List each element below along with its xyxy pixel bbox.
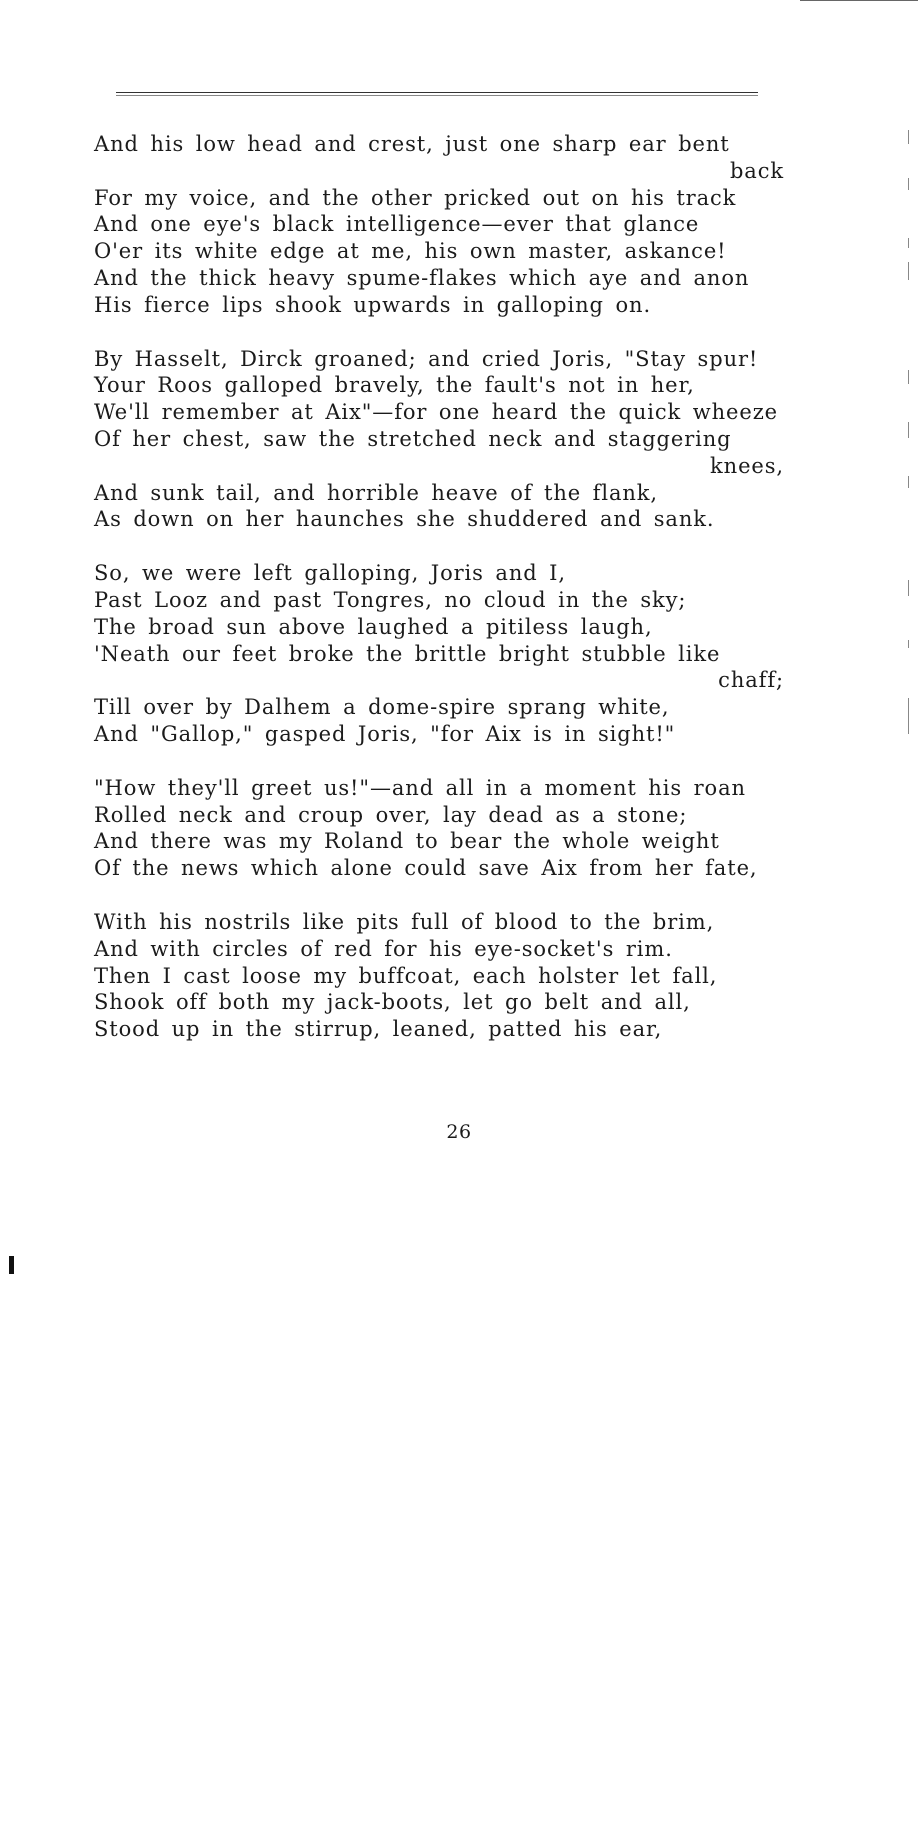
stanza [94, 775, 784, 882]
poem-line: And "Gallop," gasped Joris, "for Aix is in sight!" [94, 721, 676, 746]
poem-line: Past Looz and past Tongres, no cloud in the sky; [94, 587, 687, 612]
poem-line-turnover: chaff; [718, 668, 784, 693]
poem-line: And one eye's black intelligence—ever that glance [94, 212, 700, 237]
poem-line: Rolled neck and croup over, lay dead as a stone; [94, 802, 688, 827]
poem-line: We'll remember at Aix"—for one heard the quick wheeze [94, 400, 778, 425]
stanza [94, 346, 784, 534]
poem-line: "How they'll greet us!"—and all in a moment his roan [94, 775, 746, 800]
poem-line: With his nostrils like pits full of blood to the brim, [94, 909, 715, 934]
poem-line: Of her chest, saw the stretched neck and staggering [94, 426, 732, 451]
poem-line: For my voice, and the other pricked out on his track [94, 185, 737, 210]
stanza [94, 560, 784, 748]
page-number: 26 [446, 1121, 472, 1143]
stanza [94, 131, 784, 319]
poem-line: Stood up in the stirrup, leaned, patted his ear, [94, 1017, 663, 1042]
poem-line: Of the news which alone could save Aix from her fate, [94, 856, 758, 881]
poem-line: Till over by Dalhem a dome-spire sprang white, [94, 695, 670, 720]
poem-line-turnover: back [729, 158, 784, 183]
poem-line: His fierce lips shook upwards in galloping on. [94, 292, 652, 317]
page-edge-marks [901, 120, 915, 740]
poem-line: By Hasselt, Dirck groaned; and cried Joris, "Stay spur! [94, 346, 759, 371]
corner-rule [800, 0, 918, 1]
stanza [94, 909, 784, 1043]
poem-line: O'er its white edge at me, his own master, askance! [94, 239, 727, 264]
poem-line: Your Roos galloped bravely, the fault's not in her, [94, 373, 695, 398]
margin-mark [9, 1256, 14, 1274]
poem-line: Shook off both my jack-boots, let go belt and all, [94, 990, 691, 1015]
poem-line: And his low head and crest, just one sharp ear bent [94, 132, 730, 156]
poem-text [94, 131, 784, 1070]
poem-line: So, we were left galloping, Joris and I, [94, 561, 566, 586]
poem-line: Then I cast loose my buffcoat, each holster let fall, [94, 963, 718, 988]
poem-line-turnover: knees, [710, 453, 784, 478]
poem-line: As down on her haunches she shuddered and sank. [94, 507, 715, 532]
poem-line: And sunk tail, and horrible heave of the flank, [94, 480, 658, 505]
poem-line: And with circles of red for his eye-socket's rim. [94, 936, 673, 961]
header-rule [116, 92, 758, 93]
poem-line: And there was my Roland to bear the whole weight [94, 829, 720, 854]
poem-line: And the thick heavy spume-flakes which aye and anon [94, 265, 750, 290]
poem-line: The broad sun above laughed a pitiless laugh, [94, 614, 653, 639]
poem-line: 'Neath our feet broke the brittle bright stubble like [94, 641, 721, 666]
